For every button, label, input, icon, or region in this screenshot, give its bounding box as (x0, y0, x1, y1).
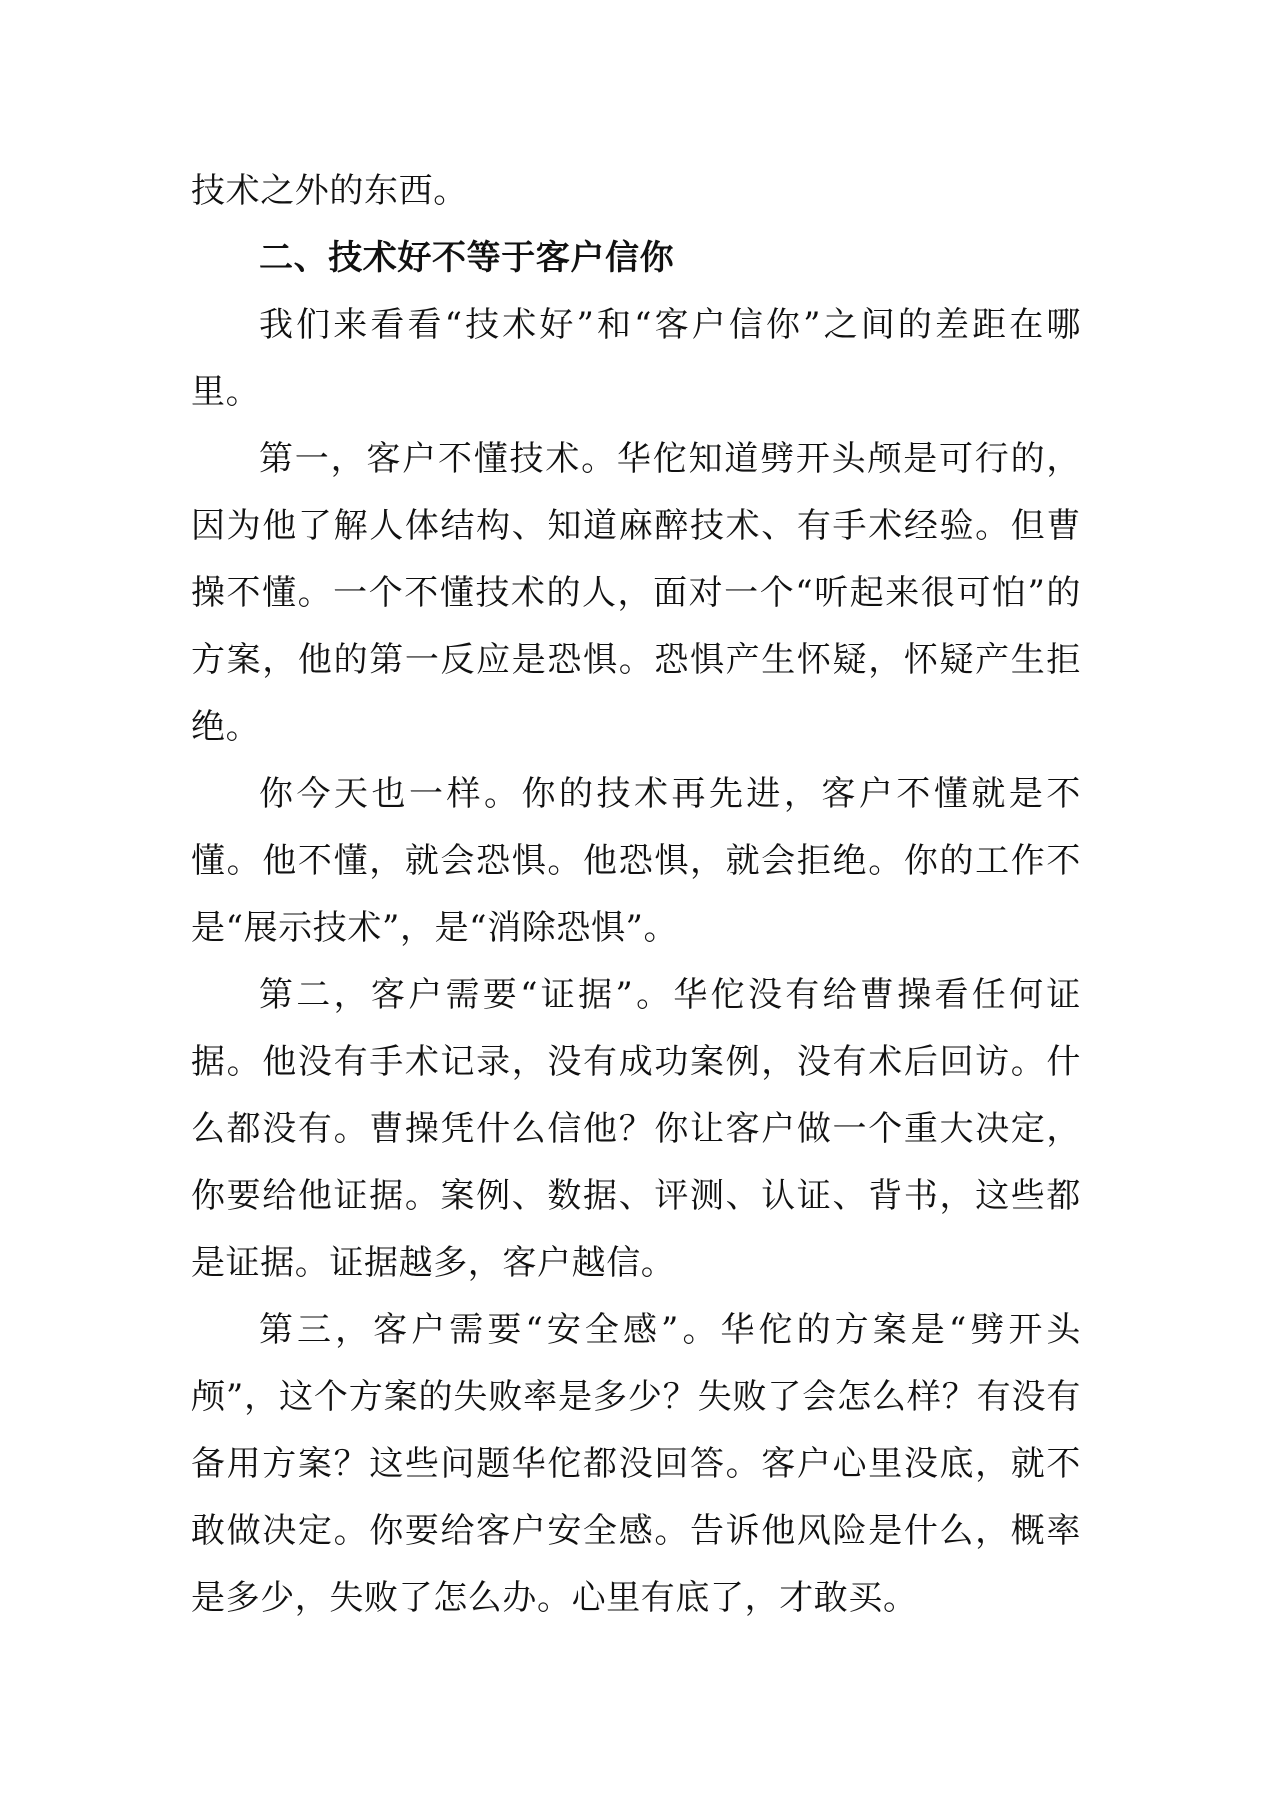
body-paragraph: 第二，客户需要“证据”。华佗没有给曹操看任何证据。他没有手术记录，没有成功案例，没有术后回访。什么都没有。曹操凭什么信他？你让客户做一个重大决定，你要给他证据。案例、数据、评测、认证、背书，这些都是证据。证据越多，客户越信。 (191, 975, 1081, 1283)
body-paragraph: 我们来看看“技术好”和“客户信你”之间的差距在哪里。 (191, 305, 1081, 412)
section-heading: 二、技术好不等于客户信你 (259, 238, 675, 278)
continuation-paragraph: 技术之外的东西。 (191, 171, 468, 211)
body-paragraph: 你今天也一样。你的技术再先进，客户不懂就是不懂。他不懂，就会恐惧。他恐惧，就会拒绝。你的工作不是“展示技术”，是“消除恐惧”。 (191, 774, 1081, 948)
body-paragraph: 第三，客户需要“安全感”。华佗的方案是“劈开头颅”，这个方案的失败率是多少？失败了会怎么样？有没有备用方案？这些问题华佗都没回答。客户心里没底，就不敢做决定。你要给客户安全感。告诉他风险是什么，概率是多少，失败了怎么办。心里有底了，才敢买。 (191, 1310, 1081, 1618)
body-paragraph: 第一，客户不懂技术。华佗知道劈开头颅是可行的，因为他了解人体结构、知道麻醉技术、有手术经验。但曹操不懂。一个不懂技术的人，面对一个“听起来很可怕”的方案，他的第一反应是恐惧。恐惧产生怀疑，怀疑产生拒绝。 (191, 439, 1081, 747)
document-body (191, 158, 1081, 1632)
